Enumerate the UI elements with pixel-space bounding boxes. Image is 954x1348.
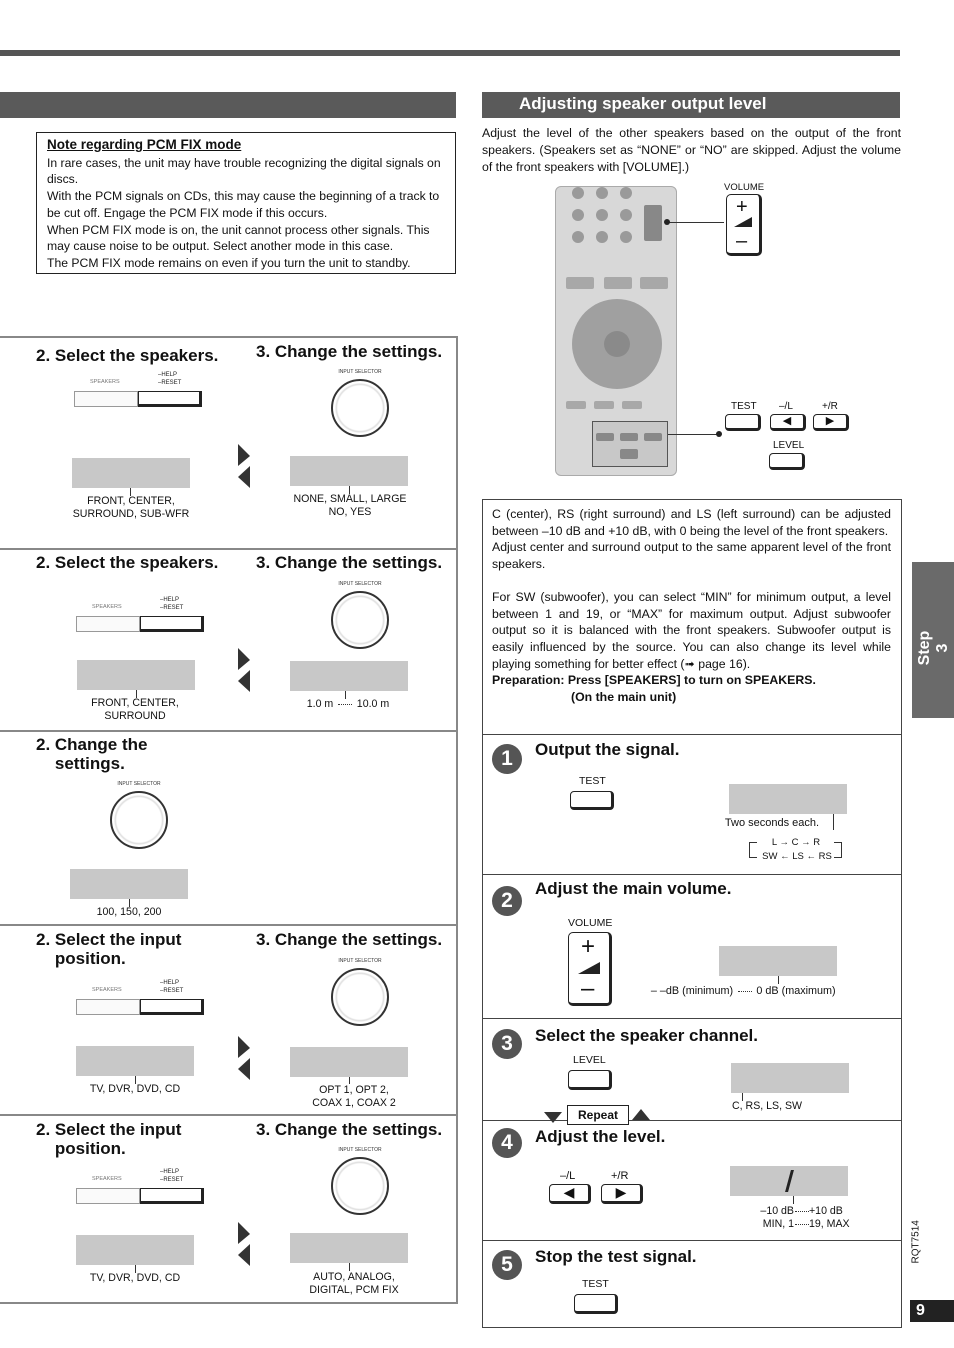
display-panel: [729, 784, 847, 814]
description-para: Adjust center and surround output to the same apparent level of the front speakers.: [492, 540, 891, 572]
remote-minus-l-key: [620, 433, 638, 441]
speakers-help-buttons: [76, 980, 204, 1017]
transition-arrows: [234, 1036, 254, 1080]
level-label: LEVEL: [573, 1054, 606, 1066]
speakers-label: SPEAKERS: [92, 1176, 122, 1182]
speakers-help-buttons: [76, 597, 204, 634]
level-label: LEVEL: [773, 440, 805, 451]
pointer-line: [668, 222, 724, 223]
remote-button: [596, 209, 608, 221]
step-divider: [482, 1240, 902, 1241]
input-selector-knob[interactable]: [331, 379, 389, 437]
input-selector-knob[interactable]: [331, 1157, 389, 1215]
input-selector-knob[interactable]: [331, 968, 389, 1026]
panel5-right-title: 3. Change the settings.: [256, 1120, 443, 1139]
display-panel: [76, 1235, 194, 1265]
input-selector-label: INPUT SELECTOR: [338, 1147, 382, 1153]
page-number: 9: [910, 1300, 954, 1322]
document-code: RQT7514: [910, 1220, 922, 1264]
speakers-label: SPEAKERS: [90, 379, 120, 385]
step-divider: [482, 874, 902, 875]
repeat-label: Repeat: [567, 1105, 629, 1125]
step-number: 3: [492, 1029, 522, 1059]
plus-r-label: +/R: [822, 401, 838, 412]
step-title: Select the speaker channel.: [535, 1026, 758, 1045]
step-number: 4: [492, 1128, 522, 1158]
repeat-down-arrow: [544, 1110, 562, 1124]
description-para: C (center), RS (right surround) and LS (left surround) can be adjusted between –10 dB and +10 dB, with 0 being the level of the front speakers.: [492, 507, 891, 538]
help-reset-label: –HELP –RESET: [158, 372, 182, 386]
panel4-left-title: 2. Select the input position.: [36, 930, 182, 968]
panel-divider: [0, 548, 456, 550]
help-reset-label: –HELP –RESET: [160, 980, 184, 994]
range-dots: [738, 991, 752, 992]
volume-ramp-icon: [578, 962, 600, 974]
panel2-right-caption-a: 1.0 m: [306, 698, 334, 710]
preparation-line: Preparation: Press [SPEAKERS] to turn on SPEAKERS.: [492, 673, 816, 688]
pointer-dot: [664, 219, 670, 225]
remote-button: [622, 401, 642, 409]
minus-l-label: –/L: [779, 401, 793, 412]
pointer-line: [345, 691, 346, 699]
speakers-button[interactable]: [76, 616, 140, 632]
minus-l-button[interactable]: [549, 1184, 591, 1204]
pointer-line: [793, 1196, 794, 1204]
panel5-left-caption: TV, DVR, DVD, CD: [89, 1272, 181, 1284]
top-rule: [0, 50, 900, 56]
remote-button: [604, 277, 632, 289]
preparation-note: (On the main unit): [571, 690, 677, 705]
pointer-dot: [716, 431, 722, 437]
left-arrow-icon: ◀: [563, 1184, 575, 1200]
input-selector-label: INPUT SELECTOR: [338, 581, 382, 587]
step-divider: [482, 734, 902, 735]
note-line: With the PCM signals on CDs, this may cause the beginning of a track to be cut off. Engage the PCM FIX mode if this occurs.: [47, 189, 440, 220]
panel1-right-caption: NONE, SMALL, LARGE NO, YES: [293, 493, 407, 518]
display-panel: [70, 869, 188, 899]
input-selector-knob[interactable]: [331, 591, 389, 649]
step4-caption-max-db: +10 dB: [809, 1205, 843, 1217]
step1-caption: Two seconds each.: [724, 817, 820, 829]
description: [492, 506, 891, 706]
pointer-line: [349, 1263, 350, 1271]
help-reset-label: –HELP –RESET: [160, 597, 184, 611]
remote-button: [594, 401, 614, 409]
remote-button: [620, 209, 632, 221]
step-number: 5: [492, 1250, 522, 1280]
display-panel: [290, 661, 408, 691]
help-reset-button[interactable]: [140, 999, 204, 1015]
transition-arrows: [234, 648, 254, 692]
description-para: For SW (subwoofer), you can select “MIN” for minimum output, a level between 1 and 19, or “MAX” for maximum output. Adjust subwoofer output so it is balanced with the front speakers. Subwoofer output is easily influenced by the source. You can also change its level while playing something for better effect (➟ page 16).: [492, 589, 891, 671]
transition-arrows: [234, 444, 254, 488]
volume-ramp-icon: [734, 217, 752, 227]
input-selector-label: INPUT SELECTOR: [338, 369, 382, 375]
test-button[interactable]: [574, 1294, 618, 1314]
panel1-left-title: 2. Select the speakers.: [36, 346, 219, 365]
step-title: Adjust the main volume.: [535, 879, 732, 898]
panel-divider: [0, 1114, 456, 1116]
speakers-button[interactable]: [76, 1188, 140, 1204]
input-selector-knob[interactable]: [110, 791, 168, 849]
test-label: TEST: [582, 1278, 609, 1290]
display-panel: [76, 1046, 194, 1076]
speakers-label: SPEAKERS: [92, 987, 122, 993]
section-title: Adjusting speaker output level: [482, 92, 900, 118]
speakers-button[interactable]: [74, 391, 138, 407]
help-reset-button[interactable]: [138, 391, 202, 407]
range-dots: [795, 1211, 809, 1212]
sequence-top: L → C → R: [771, 837, 821, 848]
intro-text: Adjust the level of the other speakers based on the output of the front speakers. (Speakers set as “NONE” or “NO” are skipped. Adjust the volume of the front speakers with [VOLUME].): [482, 126, 901, 174]
remote-test-level-area: [592, 421, 668, 467]
level-button[interactable]: [568, 1070, 612, 1090]
panel1-left-caption: FRONT, CENTER, SURROUND, SUB-WFR: [72, 495, 190, 520]
range-dots: [795, 1224, 809, 1225]
remote-button: [566, 401, 586, 409]
step-side-tab: [912, 562, 954, 718]
pointer-line: [833, 814, 834, 830]
panel4-left-caption: TV, DVR, DVD, CD: [89, 1083, 181, 1095]
right-arrow-icon: ▶: [615, 1184, 627, 1200]
minus-l-label: –/L: [560, 1170, 576, 1182]
remote-button: [566, 277, 594, 289]
panel5-left-title: 2. Select the input position.: [36, 1120, 182, 1158]
note-line: The PCM FIX mode remains on even if you turn the unit to standby.: [47, 255, 411, 270]
pointer-line: [778, 976, 779, 984]
pointer-line: [668, 434, 720, 435]
remote-button: [596, 187, 608, 199]
plus-r-label: +/R: [611, 1170, 629, 1182]
panel4-right-caption: OPT 1, OPT 2, COAX 1, COAX 2: [312, 1084, 396, 1109]
step4-caption-max-sw: 19, MAX: [809, 1218, 850, 1230]
left-section-header-bar: [0, 92, 456, 118]
note-title: Note regarding PCM FIX mode: [47, 137, 242, 152]
remote-volume-key: [644, 205, 662, 241]
speakers-help-buttons: [76, 1169, 204, 1206]
panel2-left-caption: FRONT, CENTER, SURROUND: [91, 697, 179, 722]
input-selector-label: INPUT SELECTOR: [338, 958, 382, 964]
remote-test-key: [596, 433, 614, 441]
plus-r-button[interactable]: [813, 414, 849, 431]
display-panel: [719, 946, 837, 976]
panel1-right-title: 3. Change the settings.: [256, 342, 443, 361]
step-title: Output the signal.: [535, 740, 680, 759]
pcm-fix-note: [36, 132, 456, 274]
panel-divider: [0, 924, 456, 926]
test-button[interactable]: [570, 791, 614, 810]
test-button[interactable]: [725, 414, 761, 431]
step4-caption-min-db: –10 dB: [760, 1205, 794, 1217]
help-reset-button[interactable]: [140, 616, 204, 632]
remote-level-key: [620, 449, 638, 459]
volume-label: VOLUME: [724, 182, 765, 193]
note-line: In rare cases, the unit may have trouble recognizing the digital signals on discs.: [47, 155, 441, 187]
step-divider: [482, 1018, 902, 1019]
volume-key[interactable]: + –: [568, 932, 612, 1006]
panel2-left-title: 2. Select the speakers.: [36, 553, 219, 572]
panel-divider: [0, 730, 456, 732]
sequence-bracket: [834, 842, 842, 858]
display-panel: [731, 1063, 849, 1093]
remote-button: [572, 187, 584, 199]
note-line: When PCM FIX mode is on, the unit cannot process other signals. This may cause noise to be output. Select another mode in this case.: [47, 222, 430, 254]
step2-caption-min: – –dB (minimum): [650, 985, 734, 997]
step-title: Adjust the level.: [535, 1127, 666, 1146]
volume-key-enlarged[interactable]: + –: [726, 194, 762, 256]
test-label: TEST: [579, 775, 606, 787]
sequence-bracket: [749, 842, 757, 858]
remote-button: [620, 187, 632, 199]
speakers-label: SPEAKERS: [92, 604, 122, 610]
step4-caption-min-sw: MIN, 1: [762, 1218, 794, 1230]
right-arrow-icon: ▶: [825, 415, 835, 427]
step2-caption-max: 0 dB (maximum): [756, 985, 836, 997]
step-number: 1: [492, 744, 522, 774]
remote-button: [596, 231, 608, 243]
step-number: 2: [492, 886, 522, 916]
repeat-up-arrow: [632, 1108, 650, 1122]
remote-button: [572, 231, 584, 243]
panel5-right-caption: AUTO, ANALOG, DIGITAL, PCM FIX: [309, 1271, 399, 1296]
remote-enter: [604, 331, 630, 357]
volume-label: VOLUME: [568, 917, 613, 929]
step-title: Stop the test signal.: [535, 1247, 697, 1266]
display-panel: [290, 456, 408, 486]
panel2-right-title: 3. Change the settings.: [256, 553, 443, 572]
panel4-right-title: 3. Change the settings.: [256, 930, 443, 949]
sequence-bottom: SW ← LS ← RS: [762, 851, 832, 862]
panel3-left-title: 2. Change the settings.: [36, 735, 148, 773]
remote-button: [572, 209, 584, 221]
panel3-left-caption: 100, 150, 200: [96, 906, 162, 918]
remote-button: [620, 231, 632, 243]
speakers-button[interactable]: [76, 999, 140, 1015]
step-side-tab-label: Step 3: [916, 630, 951, 666]
display-panel: [72, 458, 190, 488]
help-reset-button[interactable]: [140, 1188, 204, 1204]
input-selector-label: INPUT SELECTOR: [117, 781, 161, 787]
remote-button: [640, 277, 668, 289]
pointer-line: [349, 1077, 350, 1084]
remote-plus-r-key: [644, 433, 662, 441]
remote-control-illustration: [555, 186, 677, 476]
test-label: TEST: [731, 401, 757, 412]
range-dots: [338, 704, 352, 705]
display-panel: [290, 1047, 408, 1077]
speakers-help-buttons: [74, 372, 202, 409]
left-arrow-icon: ◀: [782, 415, 792, 427]
plus-r-button[interactable]: [601, 1184, 643, 1204]
panel2-right-caption-b: 10.0 m: [356, 698, 390, 710]
level-button[interactable]: [769, 453, 805, 470]
display-panel: [77, 660, 195, 690]
minus-l-button[interactable]: [770, 414, 806, 431]
step3-caption: C, RS, LS, SW: [732, 1100, 803, 1112]
help-reset-label: –HELP –RESET: [160, 1169, 184, 1183]
display-panel: [290, 1233, 408, 1263]
transition-arrows: [234, 1222, 254, 1266]
